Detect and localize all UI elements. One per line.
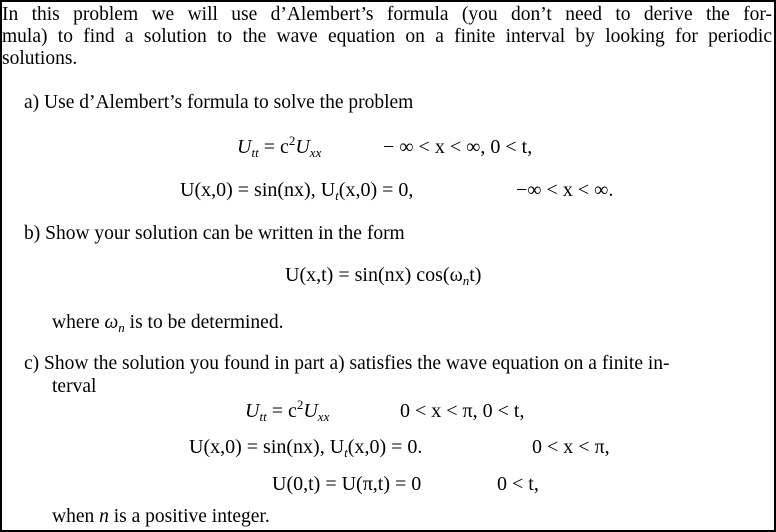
- omega-subscript: n: [118, 320, 125, 335]
- eq-subscript: tt: [259, 409, 267, 424]
- intro-paragraph: [2, 4, 772, 70]
- eq-subscript: n: [462, 273, 470, 288]
- eq-equals: = c: [258, 136, 289, 158]
- eq-formula-suffix: t): [469, 264, 482, 286]
- closing-suffix: is a positive integer.: [108, 506, 270, 527]
- part-c-closing-line: [52, 506, 270, 528]
- eq-ic-tail: (x,0) = 0.: [347, 436, 423, 458]
- eq-ic-tail: (x,0) = 0,: [338, 179, 414, 201]
- part-a-domain-2: −∞ < x < ∞.: [516, 179, 614, 201]
- part-c-domain-2: 0 < x < π,: [532, 436, 610, 458]
- part-b-formula: [285, 263, 481, 287]
- eq-term: U: [245, 400, 260, 422]
- closing-prefix: when: [52, 506, 100, 527]
- intro-line-1: In this problem we will use d’Alembert’s formula (you don’t need to derive the for-: [2, 4, 772, 25]
- part-a-wave-equation: [237, 135, 321, 159]
- eq-ic-text: U(x,0) = sin(nx), U: [189, 436, 345, 458]
- eq-superscript: 2: [296, 397, 304, 412]
- eq-subscript: tt: [251, 145, 259, 160]
- eq-subscript: t: [344, 445, 348, 460]
- part-c-label: [24, 353, 772, 375]
- intro-line-3: solutions.: [2, 48, 78, 69]
- where-suffix: is to be determined.: [124, 312, 284, 333]
- part-a-label: a) Use d’Alembert’s formula to solve the problem: [24, 92, 414, 113]
- where-prefix: where: [52, 312, 105, 333]
- eq-subscript: xx: [317, 409, 330, 424]
- part-a-domain-1: − ∞ < x < ∞, 0 < t,: [383, 136, 533, 158]
- part-c-initial-conditions: [189, 435, 422, 459]
- eq-formula-prefix: U(x,t) = sin(nx) cos(ω: [285, 264, 463, 286]
- closing-n: n: [99, 506, 109, 527]
- part-a-initial-conditions: [180, 178, 413, 202]
- eq-superscript: 2: [288, 133, 296, 148]
- part-c-boundary-conditions: U(0,t) = U(π,t) = 0: [272, 473, 422, 495]
- part-c-label-line-1: c) Show the solution you found in part a) satisfies the wave equation on a finite in-: [24, 353, 670, 374]
- eq-term: U: [303, 400, 318, 422]
- omega-symbol: ω: [104, 312, 119, 333]
- part-c-domain-1: 0 < x < π, 0 < t,: [400, 400, 525, 422]
- eq-subscript: xx: [309, 145, 322, 160]
- eq-ic-text: U(x,0) = sin(nx), U: [180, 179, 336, 201]
- part-b-label: b) Show your solution can be written in the form: [24, 223, 405, 244]
- eq-term: U: [237, 136, 252, 158]
- eq-subscript: t: [335, 188, 339, 203]
- part-c-label-line-2: terval: [52, 376, 97, 397]
- eq-equals: = c: [266, 400, 297, 422]
- intro-line-2: mula) to find a solution to the wave equation on a finite interval by looking for periodic: [2, 26, 772, 47]
- part-c-wave-equation: [245, 399, 329, 423]
- part-b-where-line: [52, 312, 283, 334]
- eq-term: U: [295, 136, 310, 158]
- part-c-domain-3: 0 < t,: [497, 473, 539, 495]
